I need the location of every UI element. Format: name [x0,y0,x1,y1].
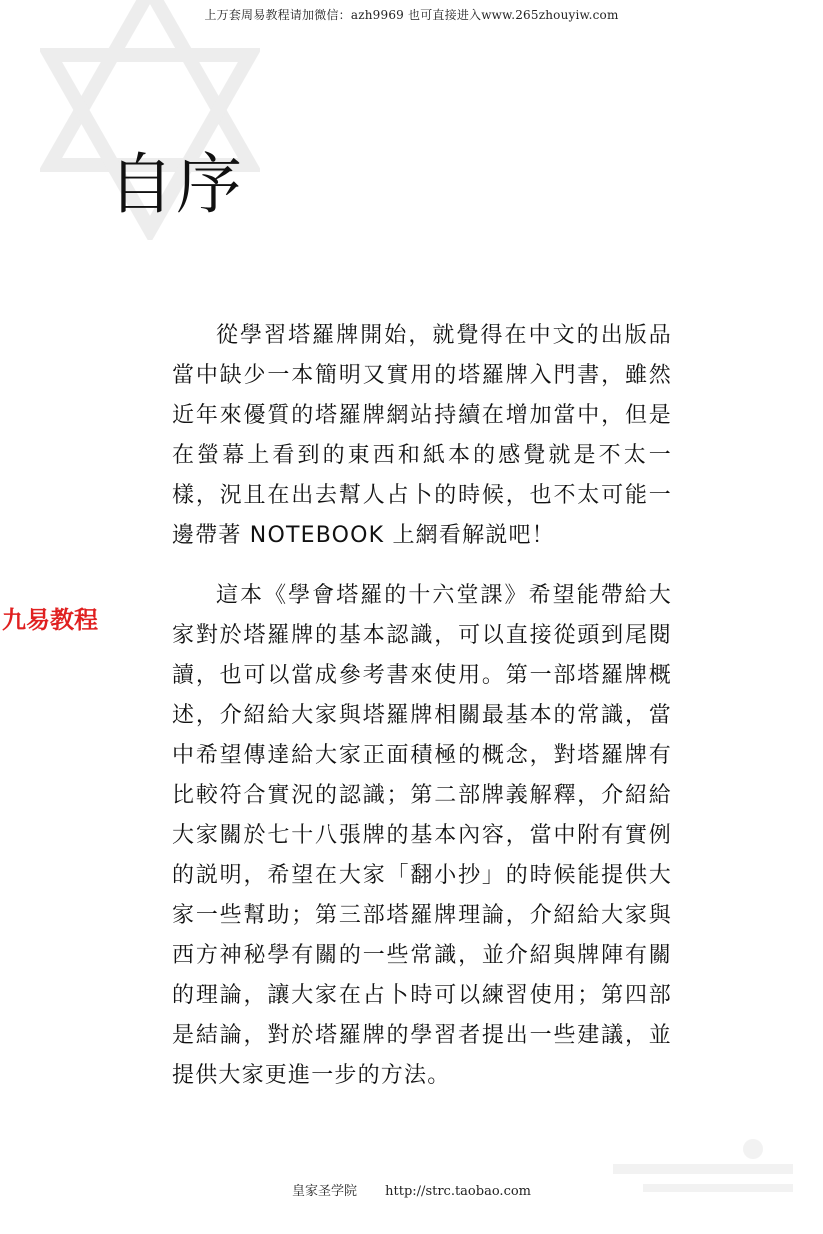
paragraph-2: 這本《學會塔羅的十六堂課》希望能帶給大家對於塔羅牌的基本認識，可以直接從頭到尾閱讀，也可以當成參考書來使用。第一部塔羅牌概述，介紹給大家與塔羅牌相關最基本的常識，當中希望傳達給大家正面積極的概念，對塔羅牌有比較符合實況的認識；第二部牌義解釋，介紹給大家關於七十八張牌的基本內容，當中附有實例的説明，希望在大家「翻小抄」的時候能提供大家一些幫助；第三部塔羅牌理論，介紹給大家與西方神秘學有關的一些常識，並介紹與牌陣有關的理論，讓大家在占卜時可以練習使用；第四部是結論，對於塔羅牌的學習者提出一些建議，並提供大家更進一步的方法。 [172,583,672,1088]
footer-url: http://strc.taobao.com [385,1184,531,1199]
footer [0,1180,823,1199]
page-title: 自序 [108,146,244,224]
footer-publisher: 皇家圣学院 [292,1184,358,1199]
paragraph-1: 從學習塔羅牌開始，就覺得在中文的出版品當中缺少一本簡明又實用的塔羅牌入門書，雖然近年來優質的塔羅牌網站持續在增加當中，但是在螢幕上看到的東西和紙本的感覺就是不太一樣，況且在出去幫人占卜的時候，也不太可能一邊帶著 NOTEBOOK 上網看解説吧！ [172,323,672,548]
corner-watermark [603,1134,803,1214]
side-label: 九易教程 [2,606,98,634]
top-banner: 上万套周易教程请加微信：azh9969 也可直接进入www.265zhouyiw.com [204,8,619,22]
